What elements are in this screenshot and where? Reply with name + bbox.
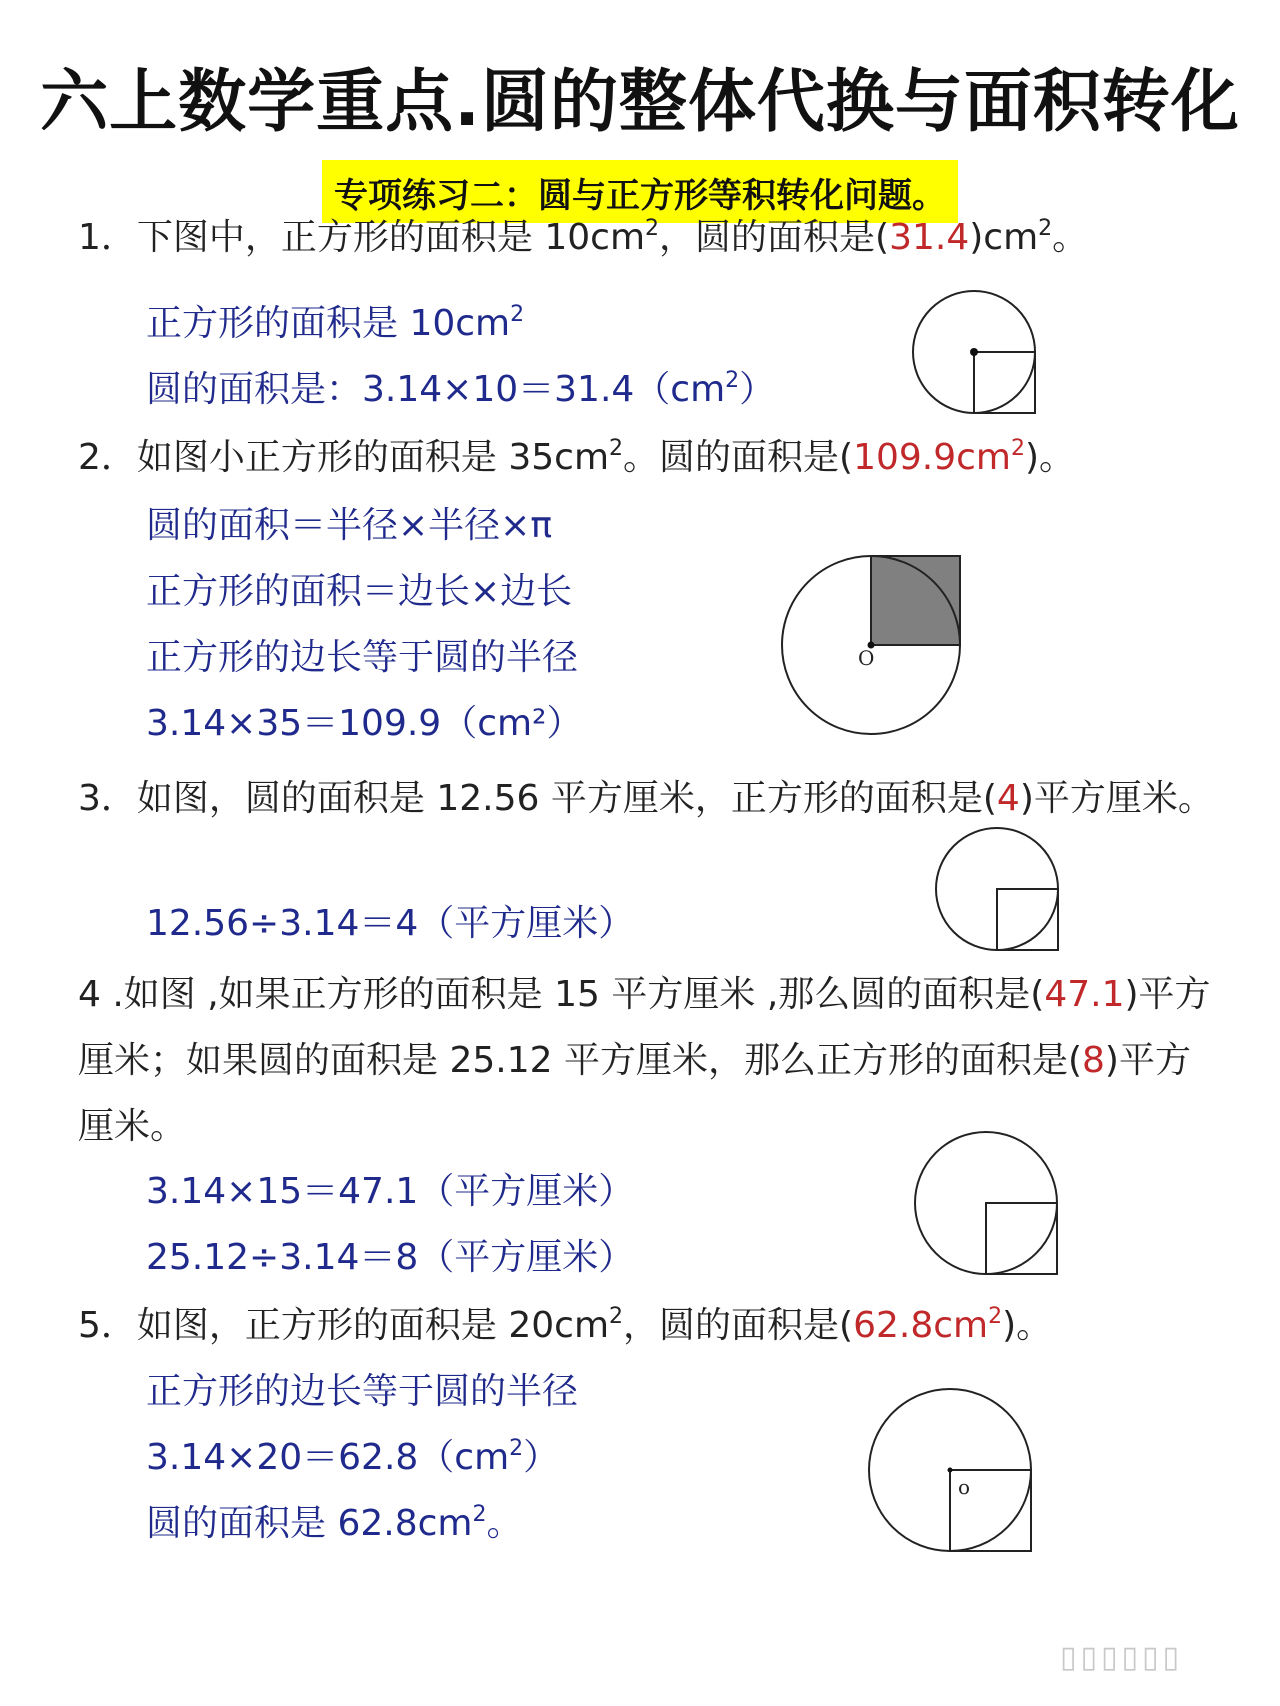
problem-1-solution-line: 正方形的面积是 $10cm^2$ [146,302,525,344]
problem-4-answer-2: 8 [1082,1040,1105,1081]
problem-2-solution-line: 正方形的面积＝边长×边长 [146,571,573,612]
problem-4-figure [912,1130,1062,1280]
problem-2-figure [776,552,966,742]
problem-5-question: 5．如图，正方形的面积是 $20cm^2$，圆的面积是$(62.8cm^2)$。 [78,1304,1053,1346]
problem-3-answer: 4 [996,778,1020,819]
watermark: ▯▯▯▯▯▯ [1060,1640,1184,1675]
center-label: o [958,1475,971,1499]
problem-1-solution-line: 圆的面积是：$3.14\times 10=31.4(cm^2)$ [146,368,776,410]
problem-4-answer-1: 47.1 [1044,974,1125,1015]
problem-3-figure [934,826,1066,958]
problem-5-solution-line: 圆的面积是 $62.8cm^2$。 [146,1502,523,1544]
problem-2-answer: $109.9cm^2$ [853,436,1025,478]
problem-2-solution-line: 圆的面积＝半径×半径×π [146,505,553,546]
section-subtitle: 专项练习二：圆与正方形等积转化问题。 [322,160,958,223]
problem-1-figure [908,290,1048,430]
problem-2-question: 2．如图小正方形的面积是 $35cm^2$。圆的面积是$(109.9cm^2)$。 [78,436,1076,478]
problem-4-question: 4 .如图 ,如果正方形的面积是 15 平方厘米 ,那么圆的面积是(47.1)平方厘米；如果圆的面积是 25.12 平方厘米，那么正方形的面积是(8)平方厘米。 [78,974,1211,1147]
problem-3-question: 3．如图，圆的面积是 12.56 平方厘米，正方形的面积是(4)平方厘米。 [78,778,1214,819]
page-title: 六上数学重点.圆的整体代换与面积转化 [40,63,1240,142]
problem-5-figure [866,1386,1038,1558]
problem-3-solution-line: 12.56÷3.14＝4（平方厘米） [146,903,635,944]
problem-2-solution-line: 正方形的边长等于圆的半径 [146,637,579,678]
problem-5-solution-line: $3.14\times 20=62.8(cm^2)$ [146,1436,560,1478]
problem-5-answer: $62.8cm^2$ [853,1304,1003,1346]
problem-4-solution-line: 25.12÷3.14＝8（平方厘米） [146,1237,635,1278]
problem-2-solution-line: 3.14×35＝109.9（cm²） [146,703,583,744]
problem-5-solution-line: 正方形的边长等于圆的半径 [146,1371,579,1412]
problem-1-answer: 31.4 [889,217,970,258]
center-label: O [858,646,875,670]
problem-1-question: 1．下图中，正方形的面积是 $10cm^2$，圆的面积是$(31.4)cm^2$。 [78,216,1089,258]
problem-4-solution-line: 3.14×15＝47.1（平方厘米） [146,1171,635,1212]
